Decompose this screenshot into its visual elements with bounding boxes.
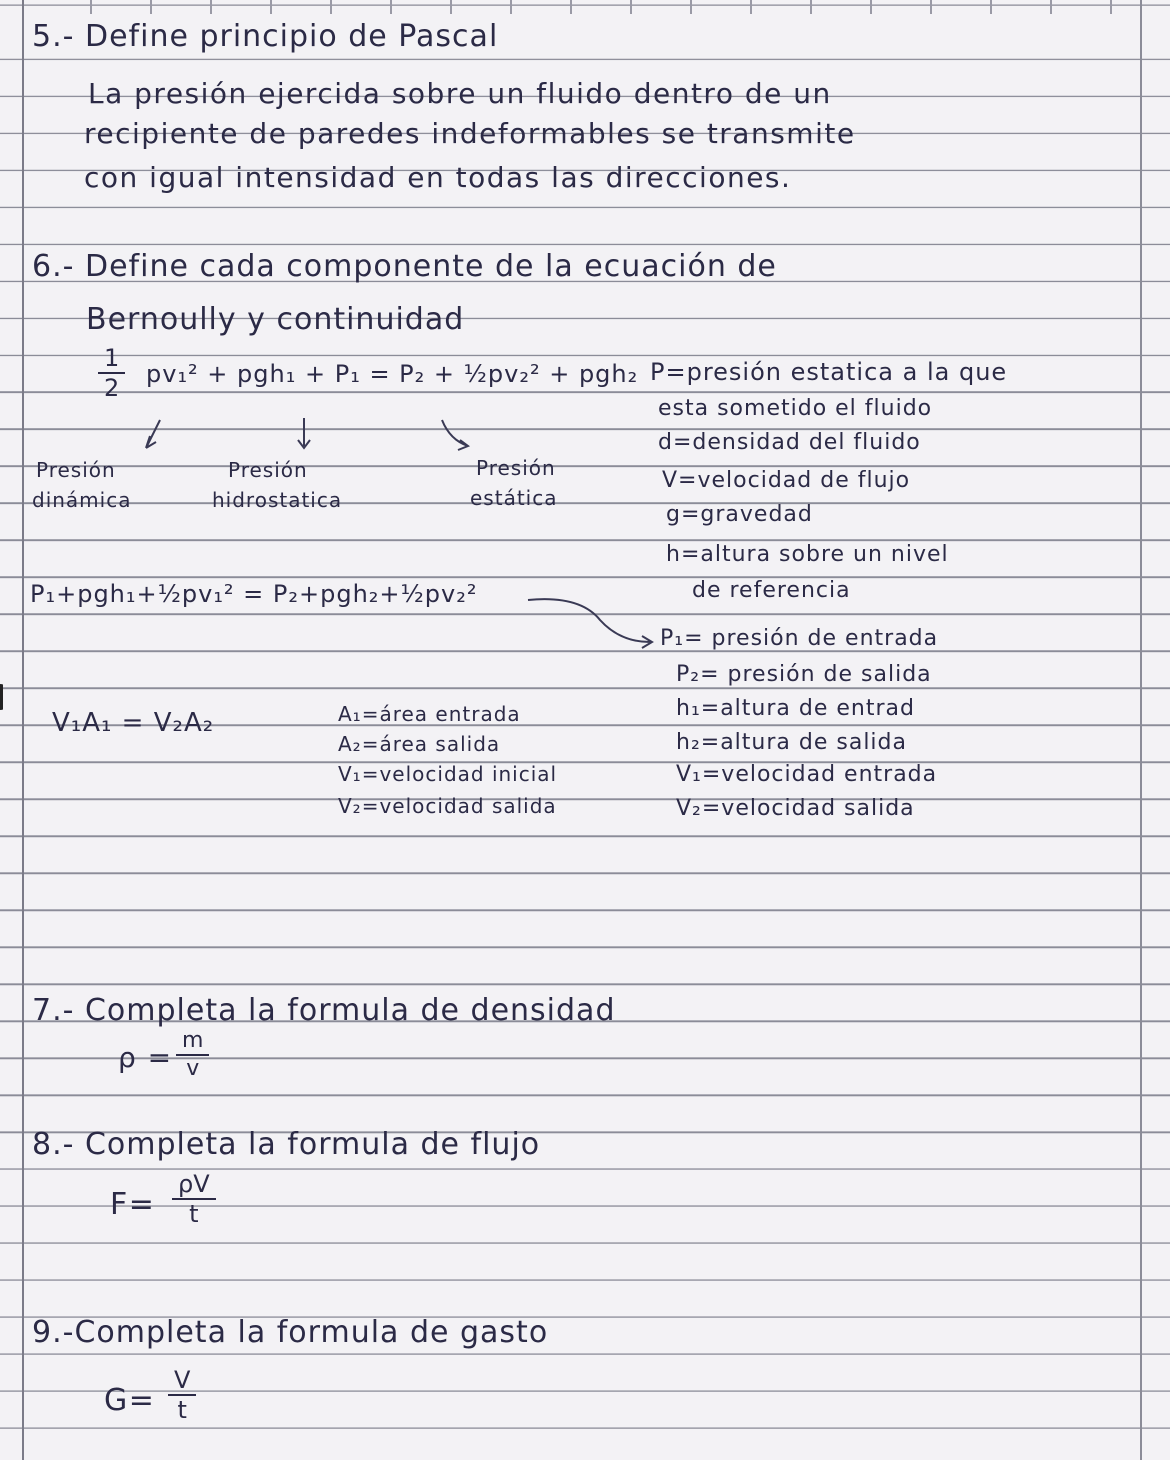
- continuity-a2: A₂=área salida: [338, 732, 501, 756]
- question-9-title: 9.-Completa la formula de gasto: [32, 1315, 549, 1350]
- definition-v1: V₁=velocidad entrada: [676, 762, 938, 787]
- definition-p-cont: esta sometido el fluido: [658, 396, 933, 421]
- definition-p2: P₂= presión de salida: [676, 662, 932, 687]
- label-dynamic-pressure-1: Presión: [36, 458, 116, 482]
- continuity-a1: A₁=área entrada: [338, 702, 521, 726]
- question-5-answer-line-1: La presión ejercida sobre un fluido dentro de un: [88, 77, 832, 110]
- gasto-numerator: V: [168, 1368, 196, 1396]
- question-5-answer-line-2: recipiente de paredes indeformables se transmite: [84, 117, 856, 150]
- density-numerator: m: [176, 1030, 209, 1056]
- flow-numerator: ρV: [172, 1172, 216, 1200]
- definition-p1: P₁= presión de entrada: [660, 626, 939, 651]
- fraction-denominator: 2: [104, 374, 120, 402]
- label-static-pressure-1: Presión: [476, 456, 556, 480]
- arrow-to-static: [442, 420, 468, 450]
- continuity-v2: V₂=velocidad salida: [338, 794, 557, 818]
- definition-h1: h₁=altura de entrad: [676, 696, 915, 721]
- definition-gravity: g=gravedad: [666, 502, 813, 527]
- definition-v2: V₂=velocidad salida: [676, 796, 915, 821]
- density-formula-lhs: ρ =: [118, 1041, 173, 1074]
- question-5-title: 5.- Define principio de Pascal: [32, 19, 499, 54]
- label-dynamic-pressure-2: dinámica: [32, 488, 132, 512]
- question-7-title: 7.- Completa la formula de densidad: [32, 993, 616, 1028]
- gasto-formula-lhs: G=: [104, 1383, 156, 1418]
- bernoulli-equation-2: P₁+pgh₁+½pv₁² = P₂+pgh₂+½pv₂²: [30, 580, 478, 608]
- definition-h2: h₂=altura de salida: [676, 730, 907, 755]
- definition-height-cont: de referencia: [692, 578, 851, 603]
- continuity-v1: V₁=velocidad inicial: [338, 762, 558, 786]
- label-hydrostatic-pressure-2: hidrostatica: [212, 488, 343, 512]
- gasto-formula-fraction: [168, 1368, 196, 1422]
- question-6-title-line-2: Bernoully y continuidad: [86, 302, 465, 337]
- arrow-to-definitions: [528, 599, 652, 648]
- density-denominator: v: [186, 1056, 200, 1081]
- density-formula-fraction: [176, 1030, 209, 1080]
- bernoulli-equation: pv₁² + pgh₁ + P₁ = P₂ + ½pv₂² + pgh₂: [146, 360, 639, 388]
- flow-denominator: t: [189, 1200, 199, 1228]
- definition-velocity: V=velocidad de flujo: [662, 468, 911, 493]
- label-hydrostatic-pressure-1: Presión: [228, 458, 308, 482]
- gasto-denominator: t: [177, 1396, 187, 1424]
- question-5-answer-line-3: con igual intensidad en todas las direcciones.: [84, 161, 792, 194]
- arrow-to-dynamic: [146, 420, 160, 448]
- question-8-title: 8.- Completa la formula de flujo: [32, 1127, 541, 1162]
- fraction-numerator: 1: [98, 346, 125, 374]
- flow-formula-fraction: [172, 1172, 216, 1226]
- arrow-to-hydrostatic: [298, 418, 310, 448]
- question-6-title-line-1: 6.- Define cada componente de la ecuación de: [32, 249, 777, 284]
- label-static-pressure-2: estática: [470, 486, 558, 510]
- continuity-equation: V₁A₁ = V₂A₂: [52, 708, 215, 738]
- definition-p: P=presión estatica a la que: [650, 358, 1008, 386]
- definition-density: d=densidad del fluido: [658, 430, 921, 455]
- definition-height: h=altura sobre un nivel: [666, 542, 949, 567]
- flow-formula-lhs: F=: [110, 1187, 156, 1222]
